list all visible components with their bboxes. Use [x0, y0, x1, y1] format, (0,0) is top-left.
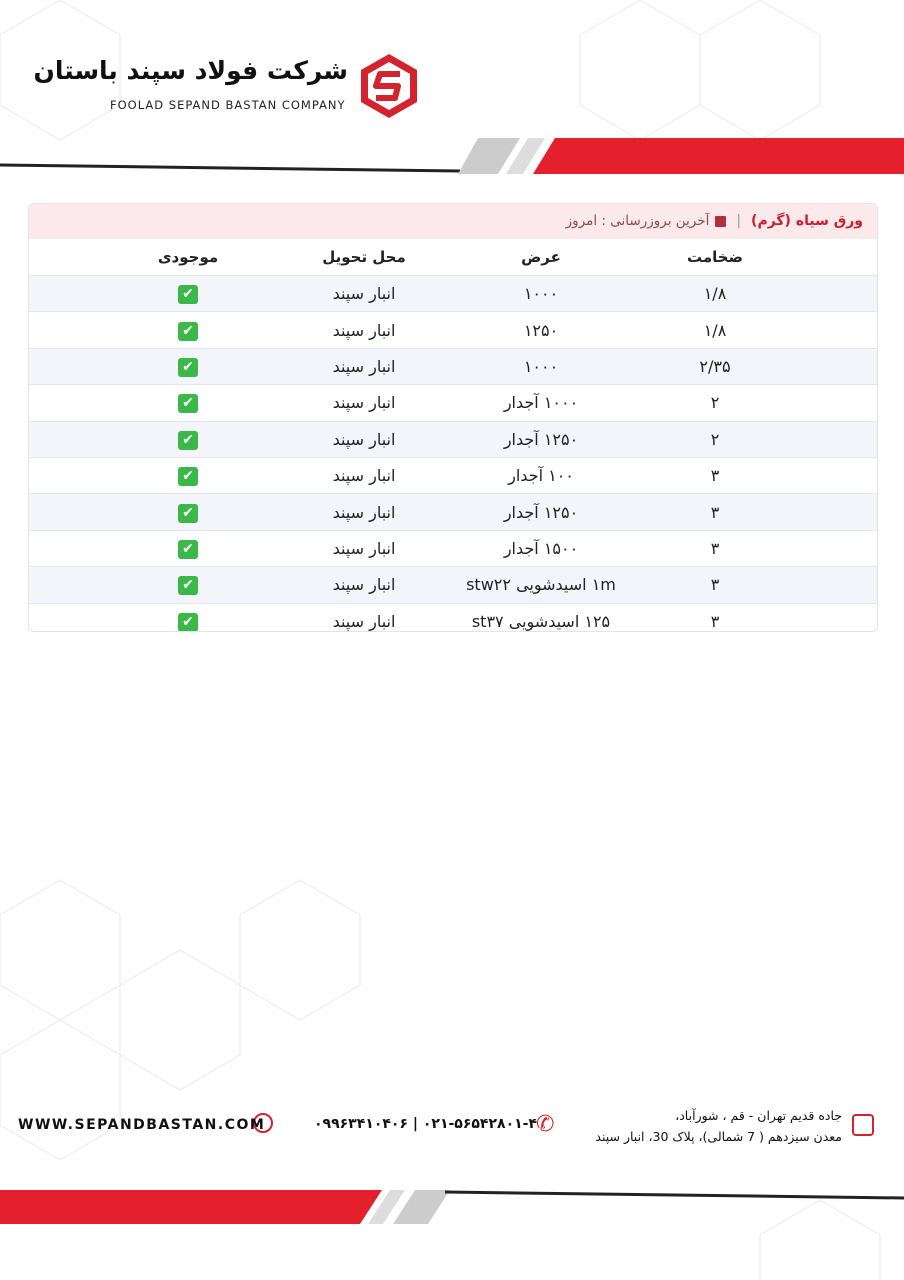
- company-name-fa: شرکت فولاد سپند باستان: [33, 56, 348, 85]
- cell-width: ۱۲۵۰ آجدار: [503, 429, 579, 449]
- cell-location: انبار سپند: [332, 284, 396, 304]
- checkmark-icon: ✔: [178, 431, 198, 450]
- table-header-row: [29, 239, 877, 276]
- footer-stripe: [0, 1188, 904, 1228]
- cell-thickness: ۲/۳۵: [699, 356, 731, 376]
- address: [595, 1105, 842, 1147]
- cell-location: انبار سپند: [332, 466, 396, 486]
- cell-thickness: ۱/۸: [703, 320, 727, 340]
- cell-location: انبار سپند: [332, 356, 396, 376]
- column-header-location: محل تحویل: [322, 248, 406, 266]
- website-link[interactable]: WWW.SEPANDBASTAN.COM: [18, 1117, 266, 1133]
- cell-width: ۱۵۰۰ آجدار: [503, 538, 579, 558]
- table-row: [29, 385, 877, 421]
- cell-location: انبار سپند: [332, 611, 396, 631]
- cell-width: ۱۰۰۰ آجدار: [503, 393, 579, 413]
- column-header-width: عرض: [521, 248, 561, 266]
- cell-width: ۱۰۰۰: [523, 356, 559, 376]
- cell-location: انبار سپند: [332, 429, 396, 449]
- column-header-thickness: ضخامت: [686, 248, 744, 266]
- table-row: [29, 276, 877, 312]
- cell-thickness: ۳: [710, 538, 720, 558]
- last-update: [566, 213, 727, 229]
- company-logo: [358, 52, 420, 120]
- map-icon: [852, 1114, 874, 1136]
- checkmark-icon: ✔: [178, 394, 198, 413]
- card-title: ورق سیاه (گرم): [751, 213, 863, 229]
- cell-width: ۱۲۵ اسیدشویی st۳۷: [471, 611, 611, 631]
- checkmark-icon: ✔: [178, 613, 198, 632]
- card-header: [29, 204, 877, 239]
- address-line-2: معدن سیزدهم ( 7 شمالی)، پلاک 30، انبار سپند: [595, 1129, 842, 1144]
- table-row: [29, 312, 877, 348]
- cell-stock: [101, 502, 275, 523]
- phone-numbers: ۰۹۹۶۳۴۱۰۴۰۶ | ۰۲۱-۵۶۵۴۲۸۰۱-۴: [314, 1116, 538, 1132]
- cell-width: ۱۰۰۰: [523, 284, 559, 304]
- cell-thickness: ۳: [710, 466, 720, 486]
- cell-thickness: ۳: [710, 611, 720, 631]
- calendar-icon: [715, 216, 726, 227]
- table-row: [29, 422, 877, 458]
- cell-thickness: ۲: [710, 393, 720, 413]
- cell-location: انبار سپند: [332, 575, 396, 595]
- table-row: [29, 458, 877, 494]
- table-row: [29, 494, 877, 530]
- column-header-stock: موجودی: [157, 248, 219, 266]
- cell-thickness: ۲: [710, 429, 720, 449]
- divider: |: [736, 213, 742, 229]
- cell-stock: [101, 574, 275, 595]
- cell-stock: [101, 538, 275, 559]
- cell-thickness: ۱/۸: [703, 284, 727, 304]
- cell-location: انبار سپند: [332, 393, 396, 413]
- header-stripe: [0, 138, 904, 178]
- table-row: [29, 349, 877, 385]
- cell-width: ۱m اسیدشویی stw۲۲: [466, 575, 616, 595]
- cell-stock: [101, 429, 275, 450]
- table-row: [29, 531, 877, 567]
- company-name-en: FOOLAD SEPAND BASTAN COMPANY: [110, 98, 346, 112]
- product-table-card: [28, 203, 878, 632]
- phone-icon: ✆: [536, 1112, 555, 1137]
- checkmark-icon: ✔: [178, 540, 198, 559]
- cell-stock: [101, 611, 275, 632]
- checkmark-icon: ✔: [178, 504, 198, 523]
- cell-width: ۱۲۵۰: [523, 320, 559, 340]
- checkmark-icon: ✔: [178, 322, 198, 341]
- checkmark-icon: ✔: [178, 467, 198, 486]
- checkmark-icon: ✔: [178, 576, 198, 595]
- address-line-1: جاده قدیم تهران - قم ، شورآباد،: [675, 1108, 842, 1123]
- cell-width: ۱۲۵۰ آجدار: [503, 502, 579, 522]
- checkmark-icon: ✔: [178, 358, 198, 377]
- cell-stock: [101, 465, 275, 486]
- table-row: [29, 604, 877, 632]
- cell-stock: [101, 356, 275, 377]
- cell-width: ۱۰۰ آجدار: [508, 466, 574, 486]
- cell-stock: [101, 320, 275, 341]
- table-row: [29, 567, 877, 603]
- checkmark-icon: ✔: [178, 285, 198, 304]
- cell-thickness: ۳: [710, 502, 720, 522]
- cell-location: انبار سپند: [332, 538, 396, 558]
- cell-location: انبار سپند: [332, 320, 396, 340]
- cell-stock: [101, 392, 275, 413]
- cell-location: انبار سپند: [332, 502, 396, 522]
- cell-thickness: ۳: [710, 575, 720, 595]
- last-update-text: آخرین بروزرسانی : امروز: [565, 213, 710, 229]
- cell-stock: [101, 283, 275, 304]
